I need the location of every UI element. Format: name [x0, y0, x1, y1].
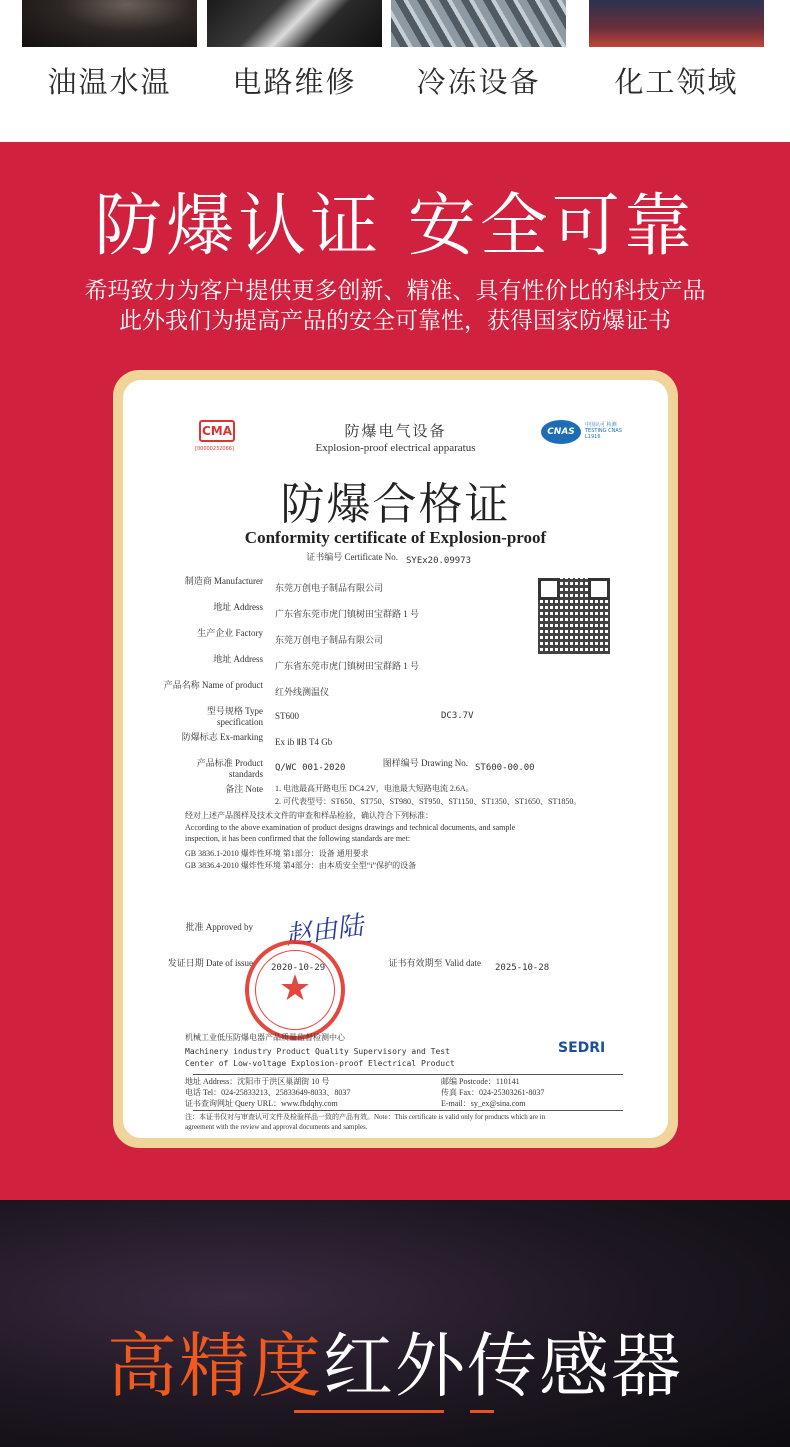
ex-marking-label: 防爆标志 Ex-marking: [181, 732, 263, 742]
footnote-1: 注：本证书仅对与审查认可文件及检验样品一致的产品有效。Note：This certificate is valid only for products which are in: [185, 1113, 546, 1121]
valid-date: 2025-10-28: [495, 963, 550, 973]
cnas-text: 中国认可 检测 TESTING CNAS L1916: [585, 422, 622, 440]
qr-code: [538, 578, 610, 654]
according-en-2: inspection, it has been confirmed that the following standards are met:: [185, 834, 411, 843]
org-en-2: Center of Low-voltage Explosion-proof Electrical Product: [185, 1059, 455, 1068]
category-image-refrigeration: [391, 0, 566, 47]
divider-top: [193, 1074, 623, 1075]
note-2: 2. 可代表型号：ST650、ST750、ST980、ST950、ST1150、ST1350、ST1650、ST1850。: [275, 797, 582, 806]
cnas-logo: CNAS: [541, 420, 581, 444]
contact-url: 证书查询网址 Query URL：www.fbdqhy.com: [185, 1099, 338, 1108]
certificate-frame: [113, 370, 678, 1148]
sensor-section: [0, 1200, 790, 1447]
category-image-oil-water: [22, 0, 197, 47]
contact-tel: 电话 Tel：024-25833213、25833649-8033、8037: [185, 1088, 351, 1097]
sensor-title-rest: 红外传感器: [323, 1325, 683, 1407]
certification-headline: 防爆认证 安全可靠: [94, 187, 696, 266]
valid-date-label: 证书有效期至 Valid date: [388, 958, 481, 968]
official-seal: [245, 940, 345, 1040]
title-underline-short: [470, 1410, 494, 1413]
standards-label: 产品标准 Product standards: [196, 758, 263, 779]
sedri-logo: SEDRI: [558, 1040, 606, 1056]
cert-no-label: 证书编号 Certificate No.: [306, 552, 398, 562]
approved-label: 批准 Approved by: [185, 922, 253, 932]
drawing-no: ST600-00.00: [475, 763, 535, 773]
sensor-title-highlight: 高精度: [107, 1325, 323, 1407]
seal-star-icon: ★: [278, 968, 312, 1009]
certificate-document: [123, 380, 668, 1138]
factory-address: 广东省东莞市虎门镇树田宝群路 1 号: [275, 661, 420, 671]
standard-2: GB 3836.4-2010 爆炸性环境 第4部分：由本质安全型“i”保护的设备: [185, 861, 417, 870]
category-label-circuit: 电路维修: [232, 65, 357, 99]
address: 广东省东莞市虎门镇树田宝群路 1 号: [275, 609, 420, 619]
certificate-title-en: Conformity certificate of Explosion-proof: [244, 528, 547, 547]
contact-postcode: 邮编 Postcode：110141: [441, 1077, 520, 1086]
address-label: 地址 Address: [213, 602, 263, 612]
category-label-oil-water: 油温水温: [47, 65, 172, 99]
contact-address: 地址 Address：沈阳市于洪区巢湖街 10 号: [185, 1077, 330, 1086]
manufacturer-label: 制造商 Manufacturer: [184, 576, 263, 586]
note-1: 1. 电池最高开路电压 DC4.2V，电池最大短路电流 2.6A。: [275, 784, 474, 793]
promo-line-1: 希玛致力为客户提供更多创新、精准、具有性价比的科技产品: [84, 278, 706, 304]
category-label-chemical: 化工领域: [614, 65, 739, 99]
type-label: 型号规格 Type specification: [206, 706, 263, 727]
category-label-refrigeration: 冷冻设备: [416, 65, 541, 99]
cert-no: SYEx20.09973: [406, 556, 472, 566]
manufacturer: 东莞万创电子制品有限公司: [275, 583, 384, 593]
divider-bottom: [193, 1110, 623, 1111]
cma-logo: CMA: [199, 420, 235, 442]
contact-fax: 传真 Fax：024-25303261-8037: [441, 1088, 545, 1097]
issue-date: 2020-10-29: [271, 963, 326, 973]
category-image-circuit: [207, 0, 382, 47]
standard-1: GB 3836.1-2010 爆炸性环境 第1部分：设备 通用要求: [185, 849, 369, 858]
product-label: 产品名称 Name of product: [163, 680, 263, 690]
note-label: 备注 Note: [225, 784, 263, 794]
category-image-chemical: [589, 0, 764, 47]
title-underline: [294, 1410, 444, 1413]
product-type-cn: 防爆电气设备: [344, 422, 447, 440]
voltage: DC3.7V: [441, 711, 474, 721]
product-type-en: Explosion-proof electrical apparatus: [315, 442, 476, 454]
product-name: 红外线测温仪: [275, 687, 330, 697]
promo-line-2: 此外我们为提高产品的安全可靠性，获得国家防爆证书: [119, 308, 671, 334]
according-cn: 经对上述产品图样及技术文件的审查和样品检验，确认符合下列标准：: [185, 811, 433, 820]
org-cn: 机械工业低压防爆电器产品质量监督检测中心: [185, 1033, 345, 1042]
certificate-title-cn: 防爆合格证: [280, 479, 511, 530]
according-en-1: According to the above examination of product designs drawings and technical documents, and sample: [185, 823, 516, 832]
drawing-label: 图样编号 Drawing No.: [382, 758, 468, 768]
sensor-title: [0, 1310, 790, 1411]
footnote-2: agreement with the review and approval documents and samples.: [185, 1123, 368, 1131]
ex-marking: Ex ib ⅡB T4 Gb: [275, 737, 333, 747]
contact-email: E-mail：sy_ex@sina.com: [441, 1099, 526, 1108]
org-en-1: Machinery industry Product Quality Supervisory and Test: [185, 1047, 450, 1056]
certification-section: [0, 142, 790, 1200]
type-spec: ST600: [275, 711, 300, 721]
issue-date-label: 发证日期 Date of issue: [167, 958, 253, 968]
cma-number: [00000232066]: [195, 446, 234, 452]
category-strip: [0, 0, 790, 142]
factory-address-label: 地址 Address: [213, 654, 263, 664]
factory-label: 生产企业 Factory: [197, 628, 263, 638]
signature: 赵由陆: [283, 910, 366, 952]
factory: 东莞万创电子制品有限公司: [275, 635, 384, 645]
product-standards: Q/WC 001-2020: [275, 763, 346, 773]
